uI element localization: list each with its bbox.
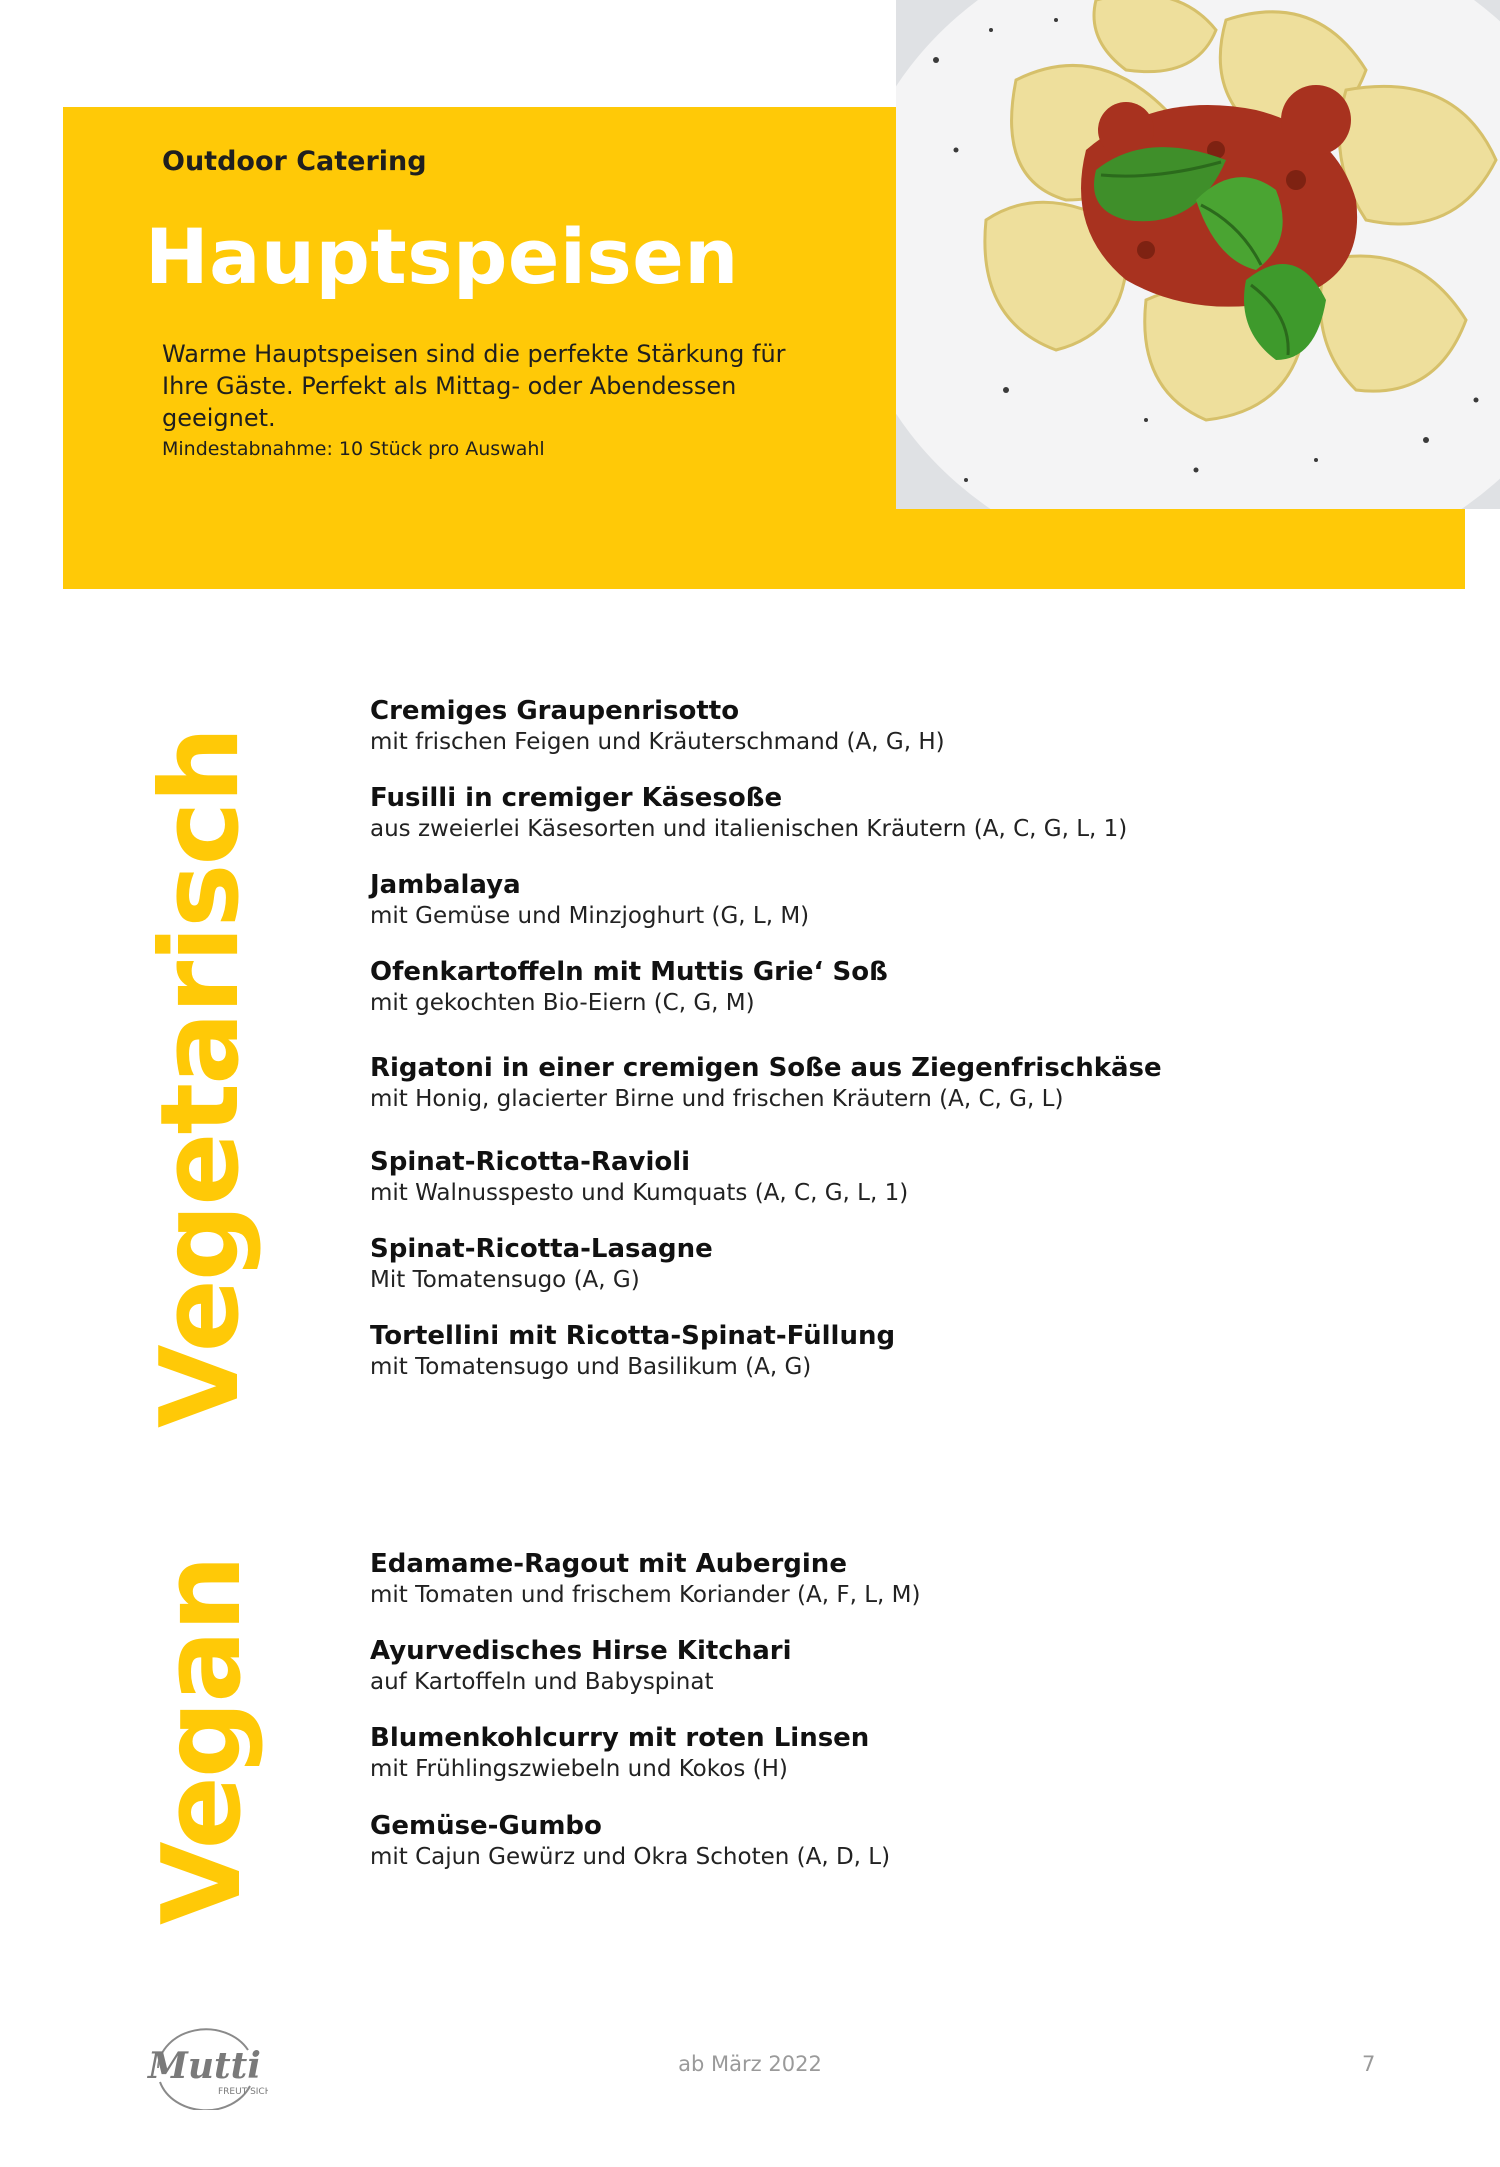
dish-description: auf Kartoffeln und Babyspinat xyxy=(370,1669,714,1695)
dish-name: Cremiges Graupenrisotto xyxy=(370,696,740,726)
dish-description: mit gekochten Bio-Eiern (C, G, M) xyxy=(370,990,755,1016)
minimum-order-note: Mindestabnahme: 10 Stück pro Auswahl xyxy=(162,438,545,460)
menu-item xyxy=(370,1810,1450,1872)
dish-name: Ofenkartoffeln mit Muttis Grie‘ Soß xyxy=(370,957,888,987)
dish-name: Ayurvedisches Hirse Kitchari xyxy=(370,1636,792,1666)
dish-name: Rigatoni in einer cremigen Soße aus Ziegenfrischkäse xyxy=(370,1053,1162,1083)
menu-item xyxy=(370,1548,1450,1610)
dish-name: Tortellini mit Ricotta-Spinat-Füllung xyxy=(370,1321,896,1351)
dish-description: mit Tomaten und frischem Koriander (A, F, L, M) xyxy=(370,1582,921,1608)
dish-name: Edamame-Ragout mit Aubergine xyxy=(370,1549,847,1579)
dish-description: mit Gemüse und Minzjoghurt (G, L, M) xyxy=(370,903,810,929)
menu-item xyxy=(370,1635,1450,1697)
footer-date: ab März 2022 xyxy=(678,2052,822,2076)
dish-name: Spinat-Ricotta-Ravioli xyxy=(370,1147,691,1177)
menu-item xyxy=(370,956,1450,1018)
mutti-logo xyxy=(138,2020,268,2110)
dish-description: mit Honig, glacierter Birne und frischen Kräutern (A, C, G, L) xyxy=(370,1086,1064,1112)
dish-name: Jambalaya xyxy=(370,870,521,900)
dish-description: mit Walnusspesto und Kumquats (A, C, G, L, 1) xyxy=(370,1180,909,1206)
menu-item xyxy=(370,1320,1450,1382)
menu-item xyxy=(370,782,1450,844)
menu-item xyxy=(370,695,1450,757)
dish-description: mit Frühlingszwiebeln und Kokos (H) xyxy=(370,1756,788,1782)
header-supertitle: Outdoor Catering xyxy=(162,146,427,177)
menu-item xyxy=(370,1722,1450,1784)
menu-item xyxy=(370,1052,1450,1114)
dish-description: Mit Tomatensugo (A, G) xyxy=(370,1267,640,1293)
page-title: Hauptspeisen xyxy=(145,212,739,301)
dish-name: Spinat-Ricotta-Lasagne xyxy=(370,1234,713,1264)
section-label-vegan: Vegan xyxy=(140,1557,265,1925)
menu-item xyxy=(370,1146,1450,1208)
page-number: 7 xyxy=(1362,2052,1376,2076)
svg-text:Mutti: Mutti xyxy=(148,2045,261,2087)
ravioli-photo xyxy=(896,0,1500,509)
dish-name: Blumenkohlcurry mit roten Linsen xyxy=(370,1723,870,1753)
dish-name: Fusilli in cremiger Käsesoße xyxy=(370,783,783,813)
dish-description: mit Cajun Gewürz und Okra Schoten (A, D, L) xyxy=(370,1844,891,1870)
header-intro-text: Warme Hauptspeisen sind die perfekte Stärkung für Ihre Gäste. Perfekt als Mittag- oder Abendessen geeignet. xyxy=(162,340,786,432)
menu-item xyxy=(370,1233,1450,1295)
dish-description: aus zweierlei Käsesorten und italienischen Kräutern (A, C, G, L, 1) xyxy=(370,816,1128,842)
menu-item xyxy=(370,869,1450,931)
dish-description: mit Tomatensugo und Basilikum (A, G) xyxy=(370,1354,812,1380)
dish-name: Gemüse-Gumbo xyxy=(370,1811,602,1841)
dish-description: mit frischen Feigen und Kräuterschmand (A, G, H) xyxy=(370,729,945,755)
section-label-vegetarian: Vegetarisch xyxy=(138,728,263,1428)
svg-text:FREUT SICH: FREUT SICH xyxy=(218,2087,268,2097)
